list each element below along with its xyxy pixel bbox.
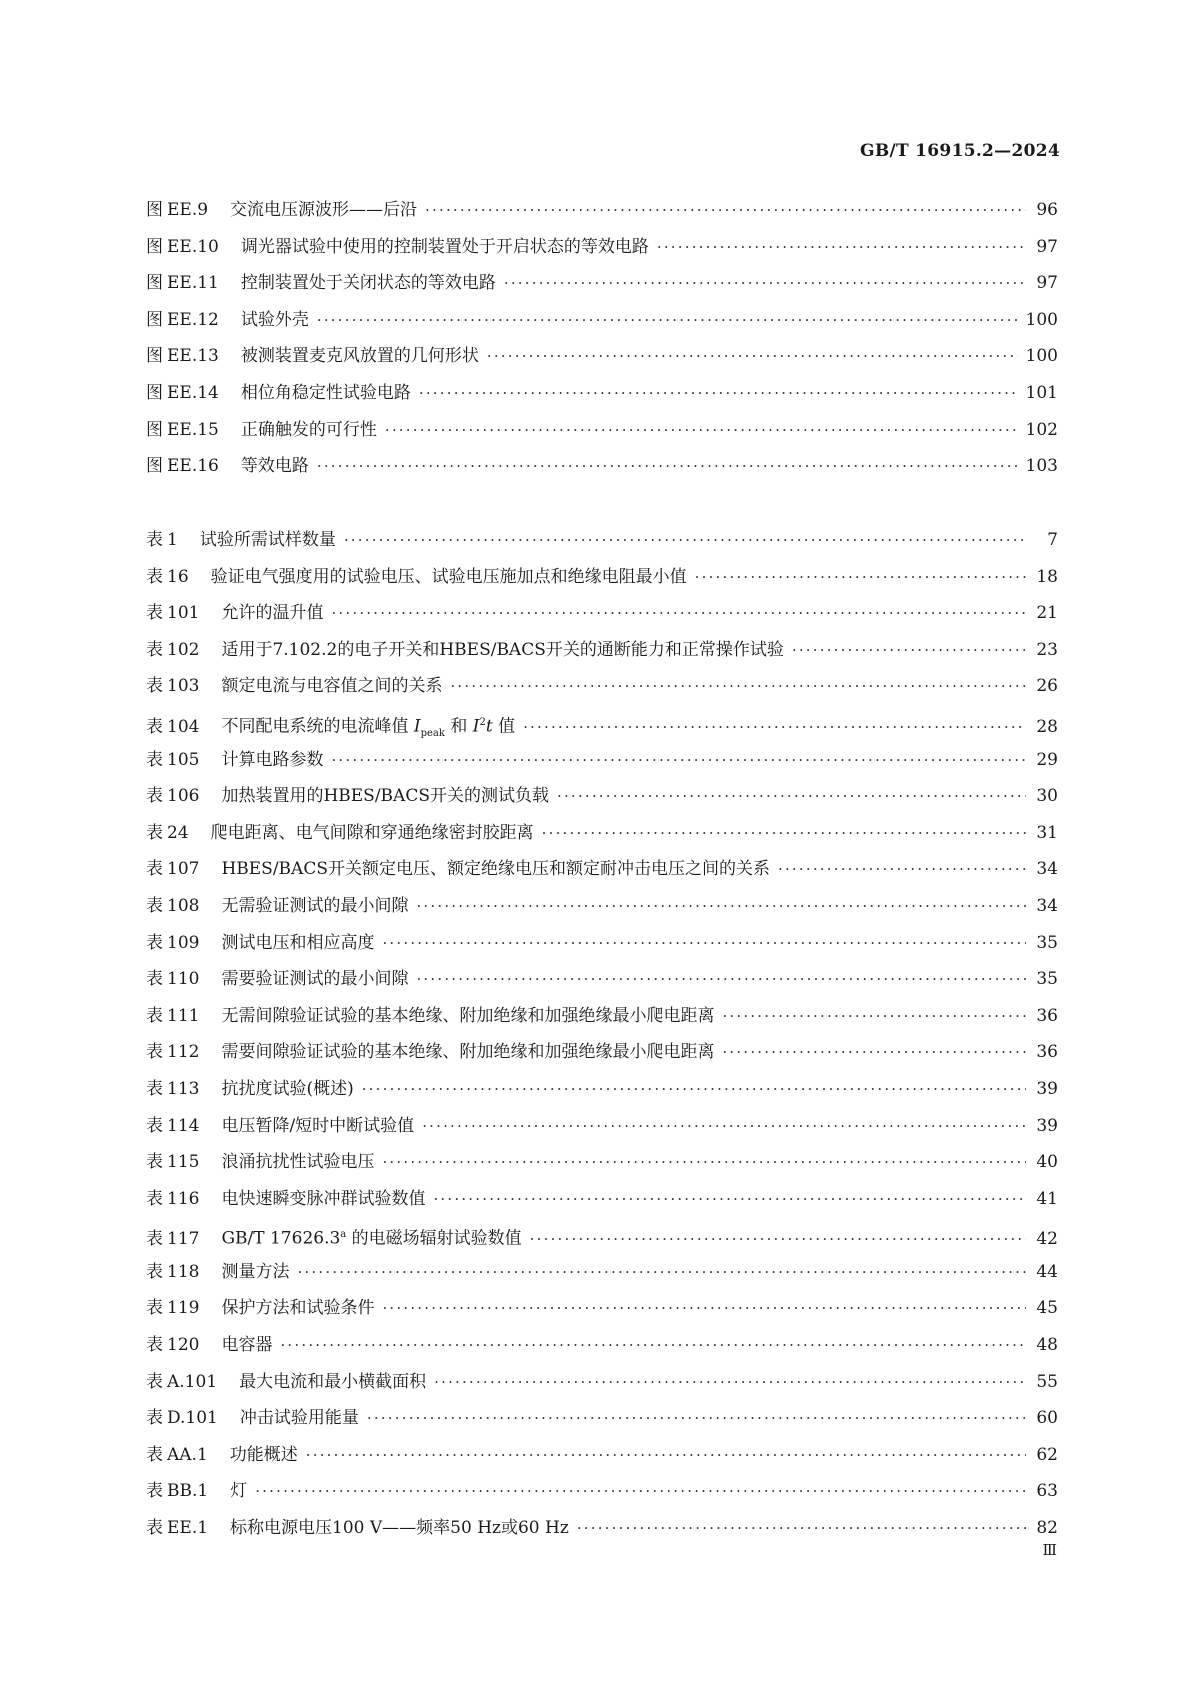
entry-title: 电压暂降/短时中断试验值 bbox=[221, 1115, 415, 1136]
dot-leader bbox=[416, 961, 1026, 998]
toc-entry-table-105[interactable] bbox=[146, 742, 1058, 779]
entry-label: 图 EE.9 bbox=[146, 200, 209, 220]
toc-entry-table-16[interactable] bbox=[146, 559, 1058, 596]
entry-title: 功能概述 bbox=[229, 1444, 298, 1465]
page-number: 48 bbox=[1036, 1335, 1058, 1356]
page-number: 103 bbox=[1025, 456, 1058, 477]
dot-leader bbox=[657, 229, 1026, 266]
toc-entry-table-108[interactable] bbox=[146, 888, 1058, 925]
entry-label: 表 D.101 bbox=[146, 1408, 218, 1429]
toc-entry-table-d101[interactable] bbox=[146, 1400, 1058, 1437]
page-number: 36 bbox=[1036, 1005, 1058, 1026]
entry-title: 抗扰度试验(概述) bbox=[221, 1078, 354, 1099]
entry-title: 需要间隙验证试验的基本绝缘、附加绝缘和加强绝缘最小爬电距离 bbox=[221, 1042, 715, 1063]
dot-leader bbox=[695, 559, 1026, 596]
dot-leader bbox=[382, 925, 1026, 962]
page-number: 97 bbox=[1036, 273, 1058, 294]
entry-label: 表 116 bbox=[146, 1188, 200, 1209]
toc-entry-table-118[interactable] bbox=[146, 1254, 1058, 1291]
entry-label: 图 EE.11 bbox=[146, 273, 219, 294]
dot-leader bbox=[331, 595, 1026, 632]
entry-title: 无需间隙验证试验的基本绝缘、附加绝缘和加强绝缘最小爬电距离 bbox=[221, 1005, 715, 1026]
entry-title: 允许的温升值 bbox=[221, 603, 324, 624]
page-number: 31 bbox=[1036, 822, 1058, 843]
entry-label: 表 106 bbox=[146, 786, 200, 807]
entry-label: 表 119 bbox=[146, 1298, 200, 1319]
dot-leader bbox=[317, 302, 1018, 339]
dot-leader bbox=[422, 1108, 1026, 1145]
dot-leader bbox=[434, 1364, 1026, 1401]
entry-label: 表 EE.1 bbox=[146, 1518, 209, 1539]
page-number: 36 bbox=[1036, 1042, 1058, 1063]
dot-leader bbox=[425, 192, 1026, 229]
dot-leader bbox=[722, 998, 1026, 1035]
entry-title: 爬电距离、电气间隙和穿通绝缘密封胶距离 bbox=[210, 822, 534, 843]
page-number: 34 bbox=[1036, 895, 1058, 916]
page-number: 55 bbox=[1036, 1371, 1058, 1392]
dot-leader bbox=[297, 1254, 1026, 1291]
page-number: 102 bbox=[1025, 419, 1058, 440]
entry-label: 图 EE.16 bbox=[146, 456, 219, 477]
peak-subscript: peak bbox=[420, 728, 445, 740]
squared-superscript: 2 bbox=[479, 716, 486, 728]
toc-entry-figure-ee12[interactable] bbox=[146, 302, 1058, 339]
toc-entry-table-a101[interactable] bbox=[146, 1364, 1058, 1401]
toc-entry-figure-ee16[interactable] bbox=[146, 448, 1058, 485]
page-number: 82 bbox=[1036, 1518, 1058, 1539]
dot-leader bbox=[344, 522, 1026, 559]
entry-title: 控制装置处于关闭状态的等效电路 bbox=[240, 273, 496, 294]
toc-entry-table-115[interactable] bbox=[146, 1144, 1058, 1181]
toc-entry-table-ee1[interactable] bbox=[146, 1510, 1058, 1547]
page-number: 39 bbox=[1036, 1078, 1058, 1099]
entry-label: 表 1 bbox=[146, 530, 178, 550]
entry-title: 需要验证测试的最小间隙 bbox=[221, 969, 409, 990]
entry-label: 图 EE.13 bbox=[146, 346, 219, 367]
dot-leader bbox=[792, 632, 1026, 669]
entry-title: 测量方法 bbox=[221, 1261, 290, 1282]
entry-title: 额定电流与电容值之间的关系 bbox=[221, 676, 443, 697]
entry-title: 试验所需试样数量 bbox=[199, 530, 336, 550]
entry-label: 表 112 bbox=[146, 1042, 200, 1063]
toc-entry-table-112[interactable] bbox=[146, 1034, 1058, 1071]
entry-title: 计算电路参数 bbox=[221, 749, 324, 770]
entry-label: 表 BB.1 bbox=[146, 1481, 209, 1502]
dot-leader bbox=[382, 1290, 1026, 1327]
toc-entry-table-116[interactable] bbox=[146, 1181, 1058, 1218]
entry-label: 表 114 bbox=[146, 1115, 200, 1136]
entry-label: 表 107 bbox=[146, 859, 200, 880]
entry-label: 表 24 bbox=[146, 822, 189, 843]
page-footer-number: Ⅲ bbox=[1042, 1541, 1057, 1559]
page-number: 101 bbox=[1025, 382, 1058, 403]
entry-title: 相位角稳定性试验电路 bbox=[240, 382, 411, 403]
toc-entry-table-113[interactable] bbox=[146, 1071, 1058, 1108]
dot-leader bbox=[450, 668, 1026, 705]
page-number: 44 bbox=[1036, 1261, 1058, 1282]
toc-entry-table-aa1[interactable] bbox=[146, 1437, 1058, 1474]
entry-title: 等效电路 bbox=[240, 456, 309, 477]
dot-leader bbox=[778, 851, 1026, 888]
entry-title: 加热装置用的HBES/BACS开关的测试负载 bbox=[221, 786, 549, 807]
page-number: 60 bbox=[1036, 1408, 1058, 1429]
dot-leader bbox=[385, 412, 1018, 449]
toc-entry-figure-ee11[interactable] bbox=[146, 265, 1058, 302]
toc-entry-table-bb1[interactable] bbox=[146, 1473, 1058, 1510]
entry-title: 标称电源电压100 V——频率50 Hz或60 Hz bbox=[230, 1518, 569, 1539]
entry-label: 表 108 bbox=[146, 895, 200, 916]
entry-title: 保护方法和试验条件 bbox=[221, 1298, 375, 1319]
dot-leader bbox=[577, 1510, 1026, 1547]
dot-leader bbox=[722, 1034, 1026, 1071]
toc-entry-figure-ee10[interactable] bbox=[146, 229, 1058, 266]
dot-leader bbox=[317, 448, 1018, 485]
dot-leader bbox=[416, 888, 1026, 925]
entry-label: 图 EE.10 bbox=[146, 236, 219, 257]
dot-leader bbox=[530, 1221, 1026, 1258]
toc-entry-table-109[interactable] bbox=[146, 925, 1058, 962]
toc-entry-table-114[interactable] bbox=[146, 1108, 1058, 1145]
entry-label: 表 16 bbox=[146, 566, 189, 587]
dot-leader bbox=[504, 265, 1026, 302]
entry-label: 表 104 bbox=[146, 716, 200, 737]
entry-label: 表 A.101 bbox=[146, 1371, 218, 1392]
dot-leader bbox=[557, 778, 1026, 815]
entry-label: 图 EE.12 bbox=[146, 309, 219, 330]
page-number: 45 bbox=[1036, 1298, 1058, 1319]
entry-label: 表 110 bbox=[146, 969, 200, 990]
entry-label: 表 109 bbox=[146, 932, 200, 953]
dot-leader bbox=[306, 1437, 1026, 1474]
current-symbol: I bbox=[472, 716, 480, 737]
page-number: 41 bbox=[1036, 1188, 1058, 1209]
entry-title: 交流电压源波形——后沿 bbox=[230, 200, 418, 220]
page-number: 40 bbox=[1036, 1152, 1058, 1173]
entry-title: 测试电压和相应高度 bbox=[221, 932, 375, 953]
toc-entry-table-101[interactable] bbox=[146, 595, 1058, 632]
toc-entry-table-24[interactable] bbox=[146, 815, 1058, 852]
toc-entry-figure-ee9[interactable] bbox=[146, 192, 1058, 229]
page-number: 29 bbox=[1036, 749, 1058, 770]
page-number: 42 bbox=[1036, 1228, 1058, 1249]
page-number: 100 bbox=[1025, 346, 1058, 367]
dot-leader bbox=[255, 1473, 1026, 1510]
toc-entry-table-120[interactable] bbox=[146, 1327, 1058, 1364]
page-number: 26 bbox=[1036, 676, 1058, 697]
page-number: 28 bbox=[1036, 716, 1058, 737]
current-symbol: I bbox=[413, 716, 421, 737]
toc-entry-table-111[interactable] bbox=[146, 998, 1058, 1035]
page-number: 34 bbox=[1036, 859, 1058, 880]
entry-title: 无需验证测试的最小间隙 bbox=[221, 895, 409, 916]
entry-label: 表 AA.1 bbox=[146, 1444, 208, 1465]
dot-leader bbox=[433, 1181, 1026, 1218]
document-header: GB/T 16915.2—2024 bbox=[860, 141, 1060, 161]
entry-label: 表 118 bbox=[146, 1261, 200, 1282]
toc-entry-figure-ee14[interactable] bbox=[146, 375, 1058, 412]
toc-entry-table-119[interactable] bbox=[146, 1290, 1058, 1327]
page-number: 100 bbox=[1025, 309, 1058, 330]
entry-title: 电快速瞬变脉冲群试验数值 bbox=[221, 1188, 426, 1209]
entry-label: 表 103 bbox=[146, 676, 200, 697]
entry-label: 表 113 bbox=[146, 1078, 200, 1099]
toc-entry-table-1[interactable] bbox=[146, 522, 1058, 559]
entry-title: 冲击试验用能量 bbox=[239, 1408, 359, 1429]
dot-leader bbox=[487, 338, 1018, 375]
page-number: 21 bbox=[1036, 603, 1058, 624]
page-number: 63 bbox=[1036, 1481, 1058, 1502]
entry-label: 表 105 bbox=[146, 749, 200, 770]
toc-entry-table-107[interactable] bbox=[146, 851, 1058, 888]
entry-title: 试验外壳 bbox=[240, 309, 309, 330]
page-number: 23 bbox=[1036, 639, 1058, 660]
table-list bbox=[146, 522, 1058, 1547]
entry-label: 表 101 bbox=[146, 603, 200, 624]
entry-label: 表 115 bbox=[146, 1152, 200, 1173]
entry-label: 表 117 bbox=[146, 1228, 200, 1249]
dot-leader bbox=[523, 709, 1026, 746]
page-number: 35 bbox=[1036, 969, 1058, 990]
entry-title: GB/T 17626.3$^a$ 的电磁场辐射试验数值 bbox=[221, 1228, 522, 1249]
toc-entry-table-106[interactable] bbox=[146, 778, 1058, 815]
page-number: 96 bbox=[1036, 200, 1058, 220]
page-number: 18 bbox=[1036, 566, 1058, 587]
entry-label: 表 120 bbox=[146, 1335, 200, 1356]
toc-entry-table-117[interactable] bbox=[146, 1217, 1058, 1254]
entry-title: 浪涌抗扰性试验电压 bbox=[221, 1152, 375, 1173]
entry-title: 最大电流和最小横截面积 bbox=[239, 1371, 427, 1392]
entry-title: 验证电气强度用的试验电压、试验电压施加点和绝缘电阻最小值 bbox=[210, 566, 687, 587]
entry-label: 表 111 bbox=[146, 1005, 200, 1026]
page-number: 30 bbox=[1036, 786, 1058, 807]
page-number: 62 bbox=[1036, 1444, 1058, 1465]
dot-leader bbox=[280, 1327, 1026, 1364]
entry-label: 图 EE.14 bbox=[146, 382, 219, 403]
entry-title: 适用于7.102.2的电子开关和HBES/BACS开关的通断能力和正常操作试验 bbox=[221, 639, 784, 660]
entry-title: 调光器试验中使用的控制装置处于开启状态的等效电路 bbox=[240, 236, 649, 257]
footnote-marker: a bbox=[340, 1229, 347, 1241]
toc-entry-table-110[interactable] bbox=[146, 961, 1058, 998]
dot-leader bbox=[362, 1071, 1026, 1108]
entry-title: 被测装置麦克风放置的几何形状 bbox=[240, 346, 479, 367]
entry-title: 不同配电系统的电流峰值 $I_{peak}$ 和 $I^2t$ 值 bbox=[221, 716, 516, 740]
page-number: 39 bbox=[1036, 1115, 1058, 1136]
page-number: 35 bbox=[1036, 932, 1058, 953]
entry-title: 正确触发的可行性 bbox=[240, 419, 377, 440]
toc-entry-table-102[interactable] bbox=[146, 632, 1058, 669]
dot-leader bbox=[382, 1144, 1026, 1181]
dot-leader bbox=[542, 815, 1026, 852]
entry-label: 图 EE.15 bbox=[146, 419, 219, 440]
page-number: 97 bbox=[1036, 236, 1058, 257]
dot-leader bbox=[367, 1400, 1026, 1437]
entry-label: 表 102 bbox=[146, 639, 200, 660]
figure-list bbox=[146, 192, 1058, 485]
entry-title: 灯 bbox=[230, 1481, 248, 1502]
toc-entry-figure-ee15[interactable] bbox=[146, 412, 1058, 449]
page-number: 7 bbox=[1047, 530, 1058, 550]
entry-title: HBES/BACS开关额定电压、额定绝缘电压和额定耐冲击电压之间的关系 bbox=[221, 859, 770, 880]
dot-leader bbox=[419, 375, 1018, 412]
entry-title: 电容器 bbox=[221, 1335, 273, 1356]
toc-entry-table-103[interactable] bbox=[146, 668, 1058, 705]
dot-leader bbox=[331, 742, 1026, 779]
toc-entry-table-104[interactable] bbox=[146, 705, 1058, 742]
time-symbol: t bbox=[485, 716, 493, 737]
toc-entry-figure-ee13[interactable] bbox=[146, 338, 1058, 375]
